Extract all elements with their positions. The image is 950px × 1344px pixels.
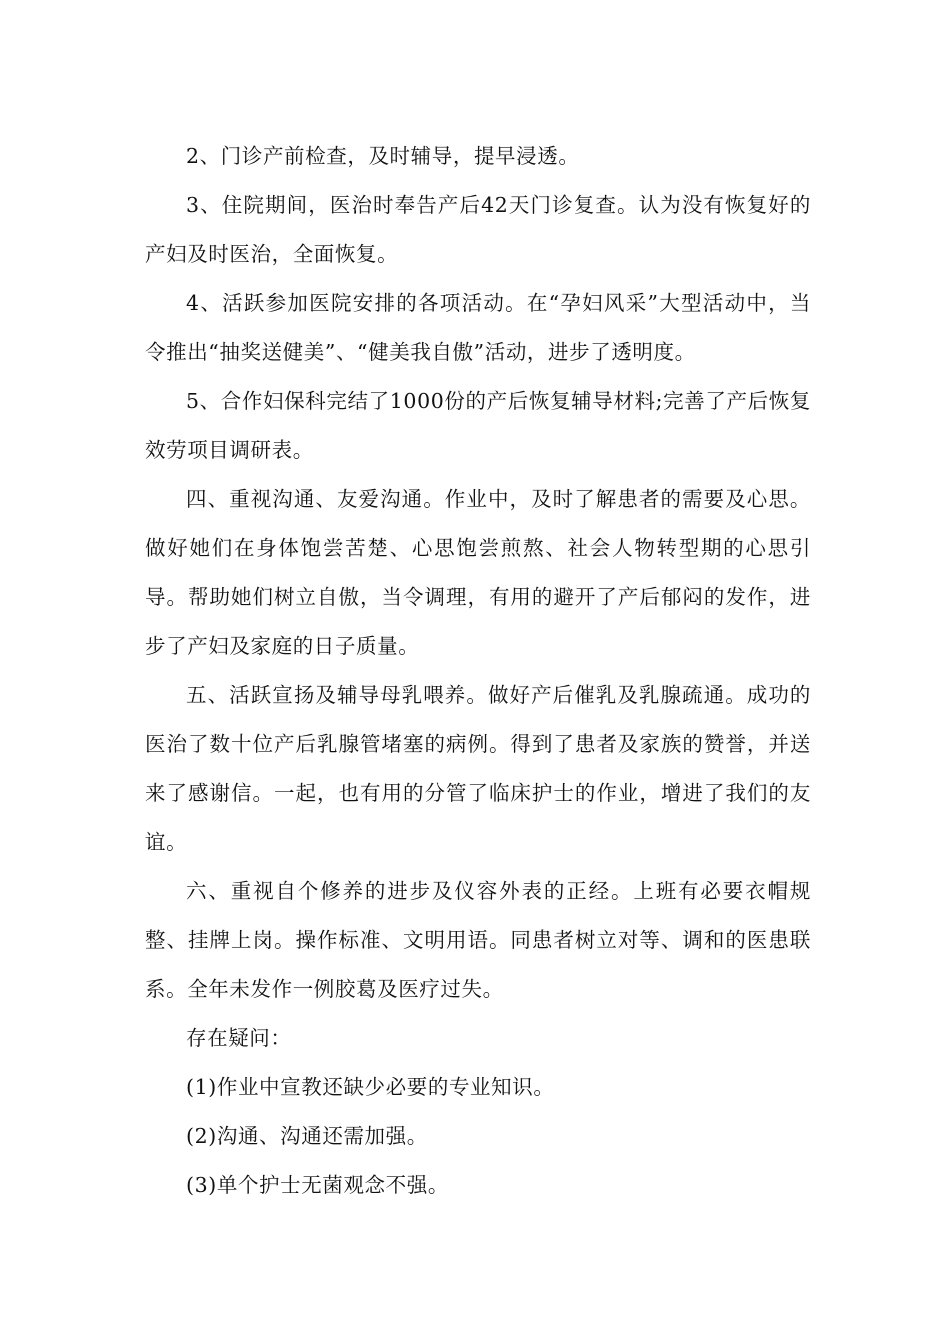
document-body: [145, 132, 811, 1210]
paragraph-breastfeeding: 五、活跃宣扬及辅导母乳喂养。做好产后催乳及乳腺疏通。成功的医治了数十位产后乳腺管堵塞的病例。得到了患者及家族的赞誉，并送来了感谢信。一起，也有用的分管了临床护士的作业，增进了我们的友谊。: [145, 683, 811, 854]
paragraph-existing-issues-heading: 存在疑问：: [186, 1026, 292, 1050]
paragraph-self-cultivation: 六、重视自个修养的进步及仪容外表的正经。上班有必要衣帽规整、挂牌上岗。操作标准、文明用语。同患者树立对等、调和的医患联系。全年未发作一例胶葛及医疗过失。: [145, 879, 811, 1001]
paragraph-maternal-care-materials: 5、合作妇保科完结了1000份的产后恢复辅导材料;完善了产后恢复效劳项目调研表。: [145, 389, 811, 462]
paragraph-issue-1: (1)作业中宣教还缺少必要的专业知识。: [186, 1075, 555, 1099]
paragraph-communication: 四、重视沟通、友爱沟通。作业中，及时了解患者的需要及心思。做好她们在身体饱尝苦楚、心思饱尝煎熬、社会人物转型期的心思引导。帮助她们树立自傲，当令调理，有用的避开了产后郁闷的发作，进步了产妇及家庭的日子质量。: [145, 487, 811, 658]
paragraph-issue-2: (2)沟通、沟通还需加强。: [186, 1124, 428, 1148]
paragraph-issue-3: (3)单个护士无菌观念不强。: [186, 1173, 449, 1197]
paragraph-outpatient-prenatal: 2、门诊产前检查，及时辅导，提早浸透。: [186, 144, 580, 168]
paragraph-hospital-activities: 4、活跃参加医院安排的各项活动。在“孕妇风采”大型活动中，当令推出“抽奖送健美”、“健美我自傲”活动，进步了透明度。: [145, 291, 811, 364]
paragraph-hospitalization: 3、住院期间，医治时奉告产后42天门诊复查。认为没有恢复好的产妇及时医治，全面恢复。: [145, 193, 811, 266]
